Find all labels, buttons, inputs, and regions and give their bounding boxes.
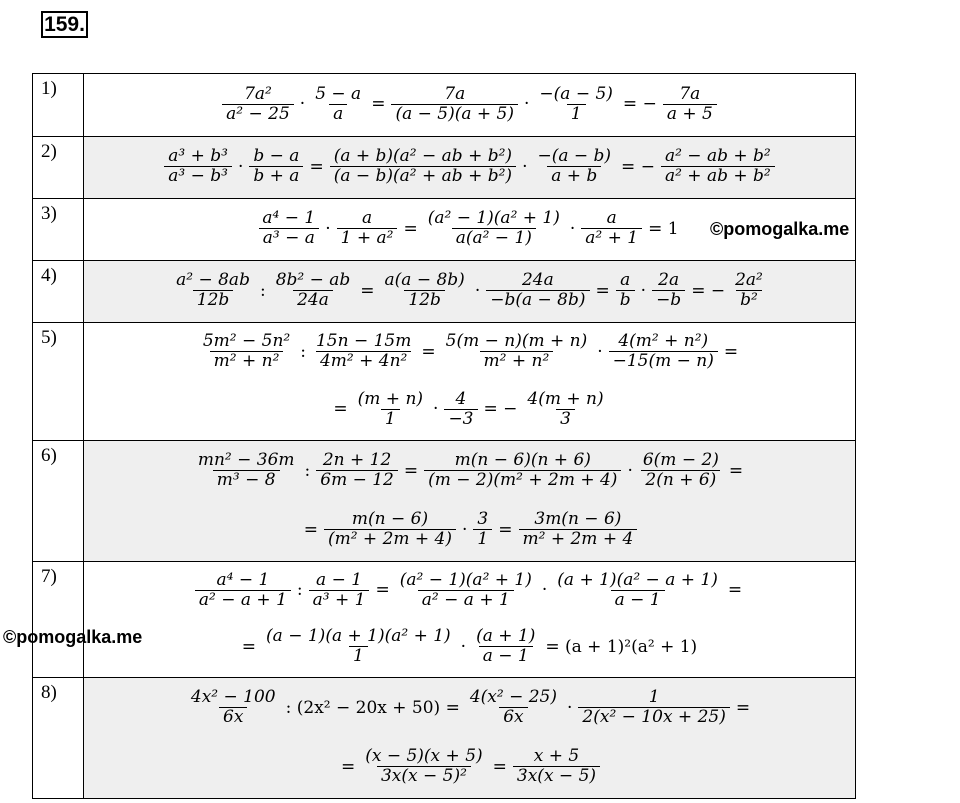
numerator: (m + n) xyxy=(357,388,424,409)
exercise-number: 159. xyxy=(41,11,88,38)
denominator: a − 1 xyxy=(479,646,533,666)
denominator: 1 xyxy=(381,409,400,429)
operator: = xyxy=(375,580,390,601)
numerator: 7a xyxy=(679,83,701,104)
denominator: m² + 2m + 4 xyxy=(519,529,638,549)
numerator: a(a − 8b) xyxy=(384,270,465,290)
operator: · xyxy=(569,218,576,239)
denominator: 4m² + 4n² xyxy=(316,351,411,371)
fraction xyxy=(513,747,600,786)
fraction xyxy=(578,688,729,727)
fraction xyxy=(195,571,291,610)
operator: = xyxy=(595,280,610,301)
row-number: 4) xyxy=(33,261,84,323)
solution-row xyxy=(33,261,856,323)
denominator: 2(x² − 10x + 25) xyxy=(578,707,729,727)
denominator: 1 xyxy=(349,646,368,666)
operator: = xyxy=(360,280,375,301)
fraction xyxy=(609,332,718,371)
numerator: (a + 1)(a² − a + 1) xyxy=(557,569,718,590)
fraction xyxy=(172,271,254,310)
fraction xyxy=(616,271,635,310)
numerator: (a + b)(a² − ab + b²) xyxy=(333,146,513,166)
fraction xyxy=(194,451,299,490)
fraction xyxy=(222,85,294,124)
denominator: a + 5 xyxy=(663,104,717,124)
operator: : xyxy=(296,580,303,601)
numerator: a³ + b³ xyxy=(168,146,228,166)
numerator: 1 xyxy=(648,687,660,707)
row-expression xyxy=(84,323,856,441)
fraction xyxy=(472,627,539,666)
operator: = xyxy=(728,460,744,481)
fraction xyxy=(262,627,455,666)
denominator: m² + n² xyxy=(480,351,554,371)
numerator: (a² − 1)(a² + 1) xyxy=(399,569,532,590)
expression-line xyxy=(84,381,855,439)
numerator: m(n − 6) xyxy=(351,509,429,529)
fraction xyxy=(187,688,280,727)
numerator: 4(m + n) xyxy=(527,388,604,409)
denominator: 24a xyxy=(293,290,333,310)
denominator: 1 xyxy=(567,104,586,124)
fraction xyxy=(663,85,717,124)
operator: · xyxy=(237,156,244,177)
solution-row xyxy=(33,678,856,799)
row-number: 8) xyxy=(33,678,84,799)
expression-line xyxy=(84,323,855,381)
operator: · xyxy=(627,460,633,481)
fraction xyxy=(164,147,232,186)
operator: · xyxy=(541,580,548,601)
numerator: 2n + 12 xyxy=(322,450,392,470)
operator: · xyxy=(522,156,528,177)
numerator: a⁴ − 1 xyxy=(216,569,270,590)
fraction xyxy=(309,571,370,610)
fraction xyxy=(519,510,638,549)
denominator: a² + ab + b² xyxy=(661,166,775,186)
watermark-left: ©pomogalka.me xyxy=(3,627,143,647)
numerator: (a² − 1)(a² + 1) xyxy=(427,208,560,228)
operator: · xyxy=(474,280,481,301)
row-expression xyxy=(84,74,856,137)
operator: = xyxy=(241,636,257,657)
operator: = − xyxy=(621,156,655,177)
fraction xyxy=(424,451,621,490)
operator: · xyxy=(433,399,439,420)
numerator: b − a xyxy=(253,146,300,166)
denominator: m² + n² xyxy=(210,351,284,371)
denominator: a³ − b³ xyxy=(164,166,232,186)
fraction xyxy=(312,332,415,371)
fraction xyxy=(381,271,469,310)
denominator: 3 xyxy=(556,409,575,429)
denominator: a³ + 1 xyxy=(309,590,370,610)
numerator: 2a² xyxy=(735,270,763,290)
operator: = xyxy=(723,341,739,362)
row-number: 1) xyxy=(33,74,84,137)
row-expression xyxy=(84,562,856,678)
solution-row xyxy=(33,562,856,678)
numerator: a⁴ − 1 xyxy=(262,208,316,228)
denominator: 6m − 12 xyxy=(316,470,398,490)
denominator: a³ − a xyxy=(259,228,319,248)
solution-row xyxy=(33,137,856,199)
operator: : xyxy=(304,460,311,481)
operator: : xyxy=(300,341,306,362)
row-number: 3) xyxy=(33,199,84,261)
fraction xyxy=(324,510,456,549)
denominator: b xyxy=(616,290,635,310)
denominator: a² − a + 1 xyxy=(195,590,291,610)
operator: = xyxy=(403,218,418,239)
numerator: 4(x² − 25) xyxy=(469,687,557,707)
operator: = xyxy=(735,697,751,718)
denominator: −15(m − n) xyxy=(609,351,718,371)
expression-line xyxy=(84,737,855,796)
operator: · xyxy=(460,636,467,657)
numerator: a xyxy=(620,270,631,290)
denominator: −b(a − 8b) xyxy=(486,290,589,310)
solution-row xyxy=(33,74,856,137)
fraction xyxy=(652,271,685,310)
operator: · xyxy=(524,94,530,114)
denominator: 3x(x − 5)² xyxy=(377,766,471,786)
row-number: 5) xyxy=(33,323,84,441)
row-expression xyxy=(84,261,856,323)
fraction xyxy=(258,209,319,248)
fraction xyxy=(311,85,365,124)
operator: = xyxy=(303,519,318,540)
fraction xyxy=(199,332,294,371)
denominator: 1 + a² xyxy=(337,228,398,248)
denominator: a² + 1 xyxy=(581,228,642,248)
operator: : (2x² − 20x + 50) = xyxy=(285,697,460,718)
operator: = xyxy=(492,756,507,777)
numerator: x + 5 xyxy=(533,746,580,766)
row-number: 7) xyxy=(33,562,84,678)
denominator: 2(n + 6) xyxy=(641,470,720,490)
numerator: 24a xyxy=(521,270,554,290)
solution-row xyxy=(33,441,856,562)
numerator: −(a − b) xyxy=(537,146,612,166)
fraction xyxy=(337,209,398,248)
denominator: a + b xyxy=(547,166,601,186)
fraction xyxy=(553,571,722,610)
operator: = xyxy=(403,460,419,481)
fraction xyxy=(639,451,723,490)
fraction xyxy=(396,571,536,610)
denominator: m³ − 8 xyxy=(213,470,280,490)
numerator: 15n − 15m xyxy=(315,331,412,352)
operator: = xyxy=(333,399,348,420)
numerator: 5(m − n)(m + n) xyxy=(445,331,588,352)
solution-row xyxy=(33,323,856,441)
numerator: (x − 5)(x + 5) xyxy=(365,746,483,766)
operator: = xyxy=(340,756,356,777)
expression-line xyxy=(84,562,855,619)
expression-line xyxy=(84,678,855,737)
operator: = − xyxy=(483,399,518,420)
denominator: 12b xyxy=(404,290,445,310)
numerator: a xyxy=(361,208,373,228)
numerator: 8b² − ab xyxy=(275,270,351,290)
fraction xyxy=(486,271,589,310)
expression-line xyxy=(84,137,855,196)
denominator: b² xyxy=(736,290,762,310)
denominator: (m² + 2m + 4) xyxy=(324,529,456,549)
numerator: 7a² xyxy=(244,83,272,104)
fraction xyxy=(473,510,492,549)
operator: · xyxy=(325,218,331,239)
operator: · xyxy=(462,519,468,540)
operator: = xyxy=(498,519,513,540)
denominator: a² − a + 1 xyxy=(418,590,514,610)
expression-line xyxy=(84,261,855,320)
fraction xyxy=(354,390,427,429)
fraction xyxy=(249,147,303,186)
operator: = xyxy=(421,341,436,362)
numerator: −(a − 5) xyxy=(539,83,613,104)
fraction xyxy=(466,688,561,727)
numerator: mn² − 36m xyxy=(197,450,295,470)
row-number: 2) xyxy=(33,137,84,199)
fraction xyxy=(316,451,398,490)
row-expression xyxy=(84,441,856,562)
numerator: 4(m² + n²) xyxy=(618,331,709,352)
operator: = (a + 1)²(a² + 1) xyxy=(545,636,698,657)
denominator: 12b xyxy=(193,290,234,310)
numerator: 5 − a xyxy=(315,83,362,104)
denominator: a − 1 xyxy=(611,590,665,610)
denominator: −b xyxy=(652,290,685,310)
row-expression xyxy=(84,137,856,199)
fraction xyxy=(731,271,767,310)
denominator: a(a² − 1) xyxy=(452,228,536,248)
numerator: a xyxy=(606,208,617,228)
numerator: 4 xyxy=(455,388,467,409)
expression-line xyxy=(84,441,855,500)
expression-line xyxy=(84,619,855,676)
operator: · xyxy=(567,697,573,718)
numerator: 5m² − 5n² xyxy=(202,331,291,352)
fraction xyxy=(444,390,477,429)
numerator: 4x² − 100 xyxy=(190,687,276,707)
operator: = − xyxy=(622,94,657,114)
operator: = − xyxy=(691,280,726,301)
numerator: 2a xyxy=(658,270,680,290)
fraction xyxy=(272,271,355,310)
operator: · xyxy=(597,341,603,362)
fraction xyxy=(661,147,775,186)
watermark-right: ©pomogalka.me xyxy=(710,219,850,239)
operator: = 1 xyxy=(648,218,679,239)
denominator: (a − 5)(a + 5) xyxy=(391,104,518,124)
denominator: 6x xyxy=(499,707,527,727)
numerator: a² − ab + b² xyxy=(664,146,771,166)
fraction xyxy=(523,390,607,429)
denominator: a xyxy=(329,104,347,124)
row-expression xyxy=(84,678,856,799)
operator: = xyxy=(371,94,386,114)
denominator: a² − 25 xyxy=(222,104,294,124)
fraction xyxy=(533,147,615,186)
operator: · xyxy=(640,280,647,301)
numerator: (a + 1) xyxy=(476,626,536,647)
expression-line xyxy=(84,74,855,134)
expression-line xyxy=(84,500,855,559)
denominator: (m − 2)(m² + 2m + 4) xyxy=(424,470,621,490)
numerator: 7a xyxy=(444,83,466,104)
fraction xyxy=(442,332,592,371)
numerator: m(n − 6)(n + 6) xyxy=(454,450,591,470)
denominator: 1 xyxy=(473,529,492,549)
fraction xyxy=(391,85,518,124)
numerator: (a − 1)(a + 1)(a² + 1) xyxy=(266,626,451,647)
operator: · xyxy=(299,94,306,114)
numerator: a − 1 xyxy=(316,569,363,590)
denominator: b + a xyxy=(249,166,303,186)
denominator: 6x xyxy=(219,707,247,727)
fraction xyxy=(330,147,516,186)
denominator: (a − b)(a² + ab + b²) xyxy=(330,166,516,186)
fraction xyxy=(361,747,486,786)
row-number: 6) xyxy=(33,441,84,562)
numerator: 6(m − 2) xyxy=(642,450,719,470)
denominator: −3 xyxy=(444,409,477,429)
fraction xyxy=(535,85,617,124)
solutions-table xyxy=(32,73,856,799)
operator: = xyxy=(309,156,324,177)
fraction xyxy=(581,209,642,248)
denominator: 3x(x − 5) xyxy=(513,766,600,786)
numerator: 3 xyxy=(477,509,489,529)
operator: = xyxy=(727,580,743,601)
fraction xyxy=(424,209,564,248)
numerator: 3m(n − 6) xyxy=(534,509,622,529)
operator: : xyxy=(259,280,266,301)
numerator: a² − 8ab xyxy=(176,270,250,290)
